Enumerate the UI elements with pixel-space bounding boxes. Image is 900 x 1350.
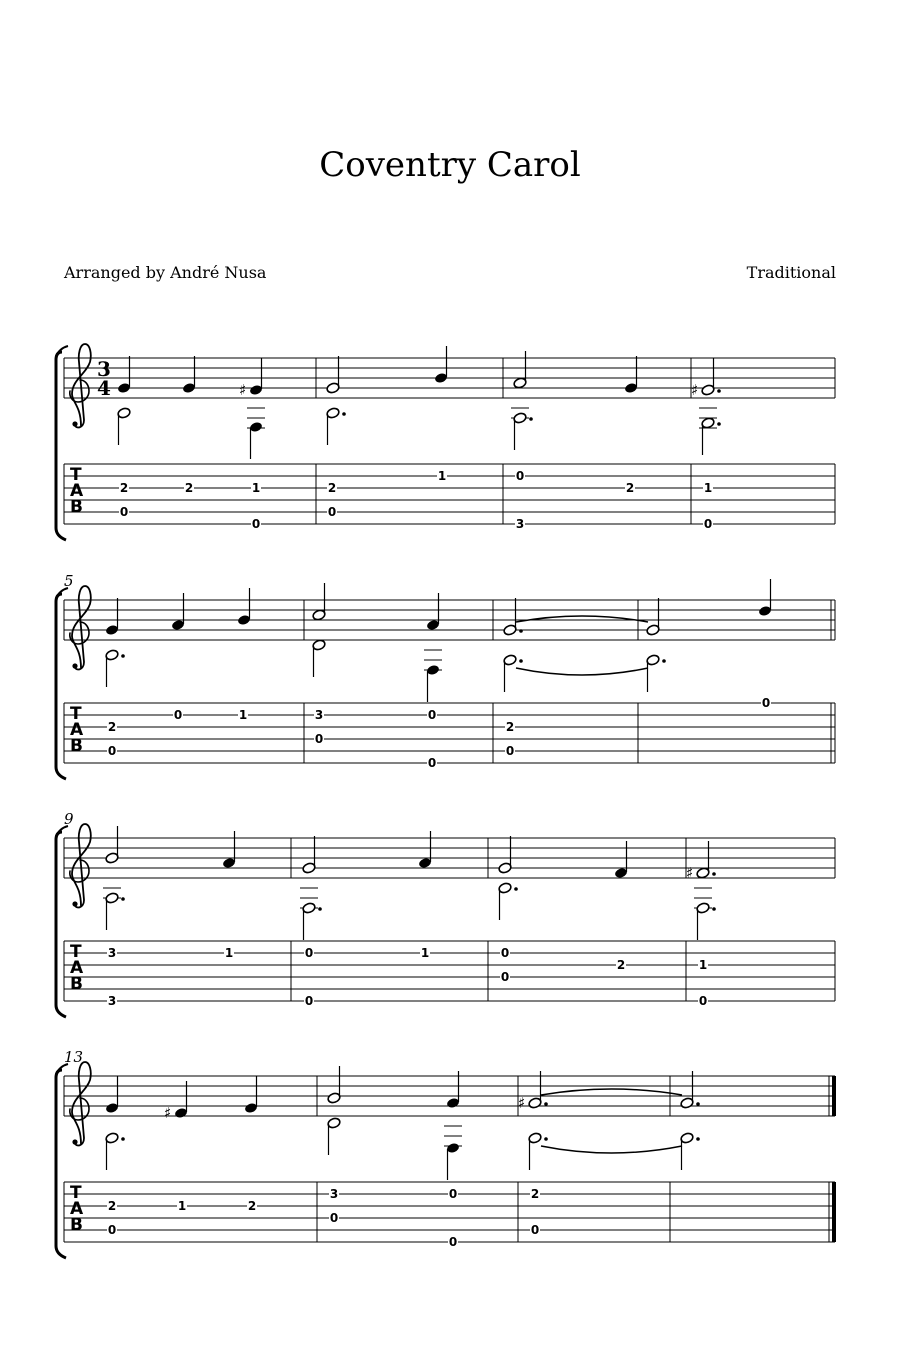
tab-fret-number: 0 [448, 1235, 458, 1249]
tab-fret-number: 1 [224, 946, 234, 960]
composer-credit: Traditional [746, 263, 836, 282]
tab-clef-letter: T [70, 1183, 82, 1203]
tie [541, 1146, 682, 1153]
tab-fret-number: 0 [107, 1223, 117, 1237]
time-signature-bottom: 4 [97, 376, 111, 400]
augmentation-dot [318, 907, 322, 911]
treble-clef-icon [70, 1062, 91, 1145]
tie [516, 616, 648, 622]
tab-clef-letter: A [70, 1199, 84, 1219]
augmentation-dot [712, 872, 716, 876]
tab-fret-number: 3 [107, 946, 117, 960]
augmentation-dot [529, 417, 533, 421]
tab-fret-number: 1 [703, 481, 713, 495]
tab-fret-number: 0 [505, 744, 515, 758]
tab-clef-letter: B [70, 974, 83, 994]
tab-clef-letter: B [70, 736, 83, 756]
tab-fret-number: 0 [304, 946, 314, 960]
tab-fret-number: 0 [304, 994, 314, 1008]
treble-clef-icon [70, 824, 91, 907]
tab-clef-letter: B [70, 1215, 83, 1235]
tab-fret-number: 2 [119, 481, 129, 495]
system-4 [56, 1048, 836, 1258]
augmentation-dot [544, 1102, 548, 1106]
sharp-accidental: ♯ [239, 381, 247, 399]
system-3 [56, 810, 835, 1017]
tab-fret-number: 0 [500, 946, 510, 960]
tab-clef-letter: A [70, 958, 84, 978]
tab-fret-number: 1 [177, 1199, 187, 1213]
tab-fret-number: 3 [329, 1187, 339, 1201]
measure-number: 9 [64, 810, 74, 828]
tab-fret-number: 0 [427, 756, 437, 770]
tab-clef-letter: T [70, 465, 82, 485]
tab-fret-number: 2 [247, 1199, 257, 1213]
augmentation-dot [342, 412, 346, 416]
tab-fret-number: 1 [251, 481, 261, 495]
tab-fret-number: 0 [251, 517, 261, 531]
augmentation-dot [544, 1137, 548, 1141]
tab-fret-number: 2 [107, 720, 117, 734]
sharp-accidental: ♯ [691, 381, 699, 399]
tab-fret-number: 2 [530, 1187, 540, 1201]
systems-layer [56, 344, 836, 1258]
tab-fret-number: 0 [500, 970, 510, 984]
tab-fret-number: 0 [515, 469, 525, 483]
tab-fret-number: 2 [327, 481, 337, 495]
sharp-accidental: ♯ [164, 1104, 172, 1122]
treble-clef-icon [70, 344, 91, 427]
tab-fret-number: 2 [616, 958, 626, 972]
augmentation-dot [514, 887, 518, 891]
final-barline-thick [832, 1182, 836, 1242]
tab-fret-number: 2 [107, 1199, 117, 1213]
augmentation-dot [662, 659, 666, 663]
tab-fret-number: 0 [698, 994, 708, 1008]
tab-clef-letter: B [70, 497, 83, 517]
augmentation-dot [519, 629, 523, 633]
augmentation-dot [712, 907, 716, 911]
augmentation-dot [696, 1137, 700, 1141]
sharp-accidental: ♯ [686, 864, 694, 882]
tab-fret-number: 3 [515, 517, 525, 531]
time-signature-top: 3 [97, 357, 111, 381]
tie [541, 1089, 682, 1095]
augmentation-dot [121, 897, 125, 901]
tab-clef-letter: A [70, 720, 84, 740]
augmentation-dot [717, 422, 721, 426]
tab-fret-number: 1 [698, 958, 708, 972]
augmentation-dot [717, 389, 721, 393]
sharp-accidental: ♯ [518, 1094, 526, 1112]
system-1 [56, 344, 835, 540]
tab-fret-number: 0 [329, 1211, 339, 1225]
tab-fret-number: 1 [437, 469, 447, 483]
tab-fret-number: 3 [107, 994, 117, 1008]
tab-fret-number: 1 [238, 708, 248, 722]
tab-clef-letter: A [70, 481, 84, 501]
system-2 [56, 572, 835, 779]
tab-fret-number: 0 [703, 517, 713, 531]
tab-fret-number: 0 [761, 696, 771, 710]
tab-clef-letter: T [70, 704, 82, 724]
measure-number: 5 [64, 572, 74, 590]
tab-fret-number: 0 [427, 708, 437, 722]
augmentation-dot [696, 1102, 700, 1106]
tab-fret-number: 0 [173, 708, 183, 722]
tab-fret-number: 2 [505, 720, 515, 734]
final-barline-thick [832, 1076, 836, 1116]
arranger-credit: Arranged by André Nusa [64, 263, 267, 282]
tab-fret-number: 2 [625, 481, 635, 495]
tab-fret-number: 2 [184, 481, 194, 495]
tie [516, 668, 648, 675]
score-title: Coventry Carol [319, 145, 581, 185]
augmentation-dot [121, 1137, 125, 1141]
tab-fret-number: 0 [314, 732, 324, 746]
measure-number: 13 [64, 1048, 84, 1066]
tab-fret-number: 3 [314, 708, 324, 722]
tab-fret-number: 0 [327, 505, 337, 519]
tab-fret-number: 0 [119, 505, 129, 519]
augmentation-dot [519, 659, 523, 663]
tab-clef-letter: T [70, 942, 82, 962]
tab-fret-number: 1 [420, 946, 430, 960]
tab-fret-number: 0 [448, 1187, 458, 1201]
augmentation-dot [121, 654, 125, 658]
tab-fret-number: 0 [107, 744, 117, 758]
treble-clef-icon [70, 586, 91, 669]
tab-fret-number: 0 [530, 1223, 540, 1237]
